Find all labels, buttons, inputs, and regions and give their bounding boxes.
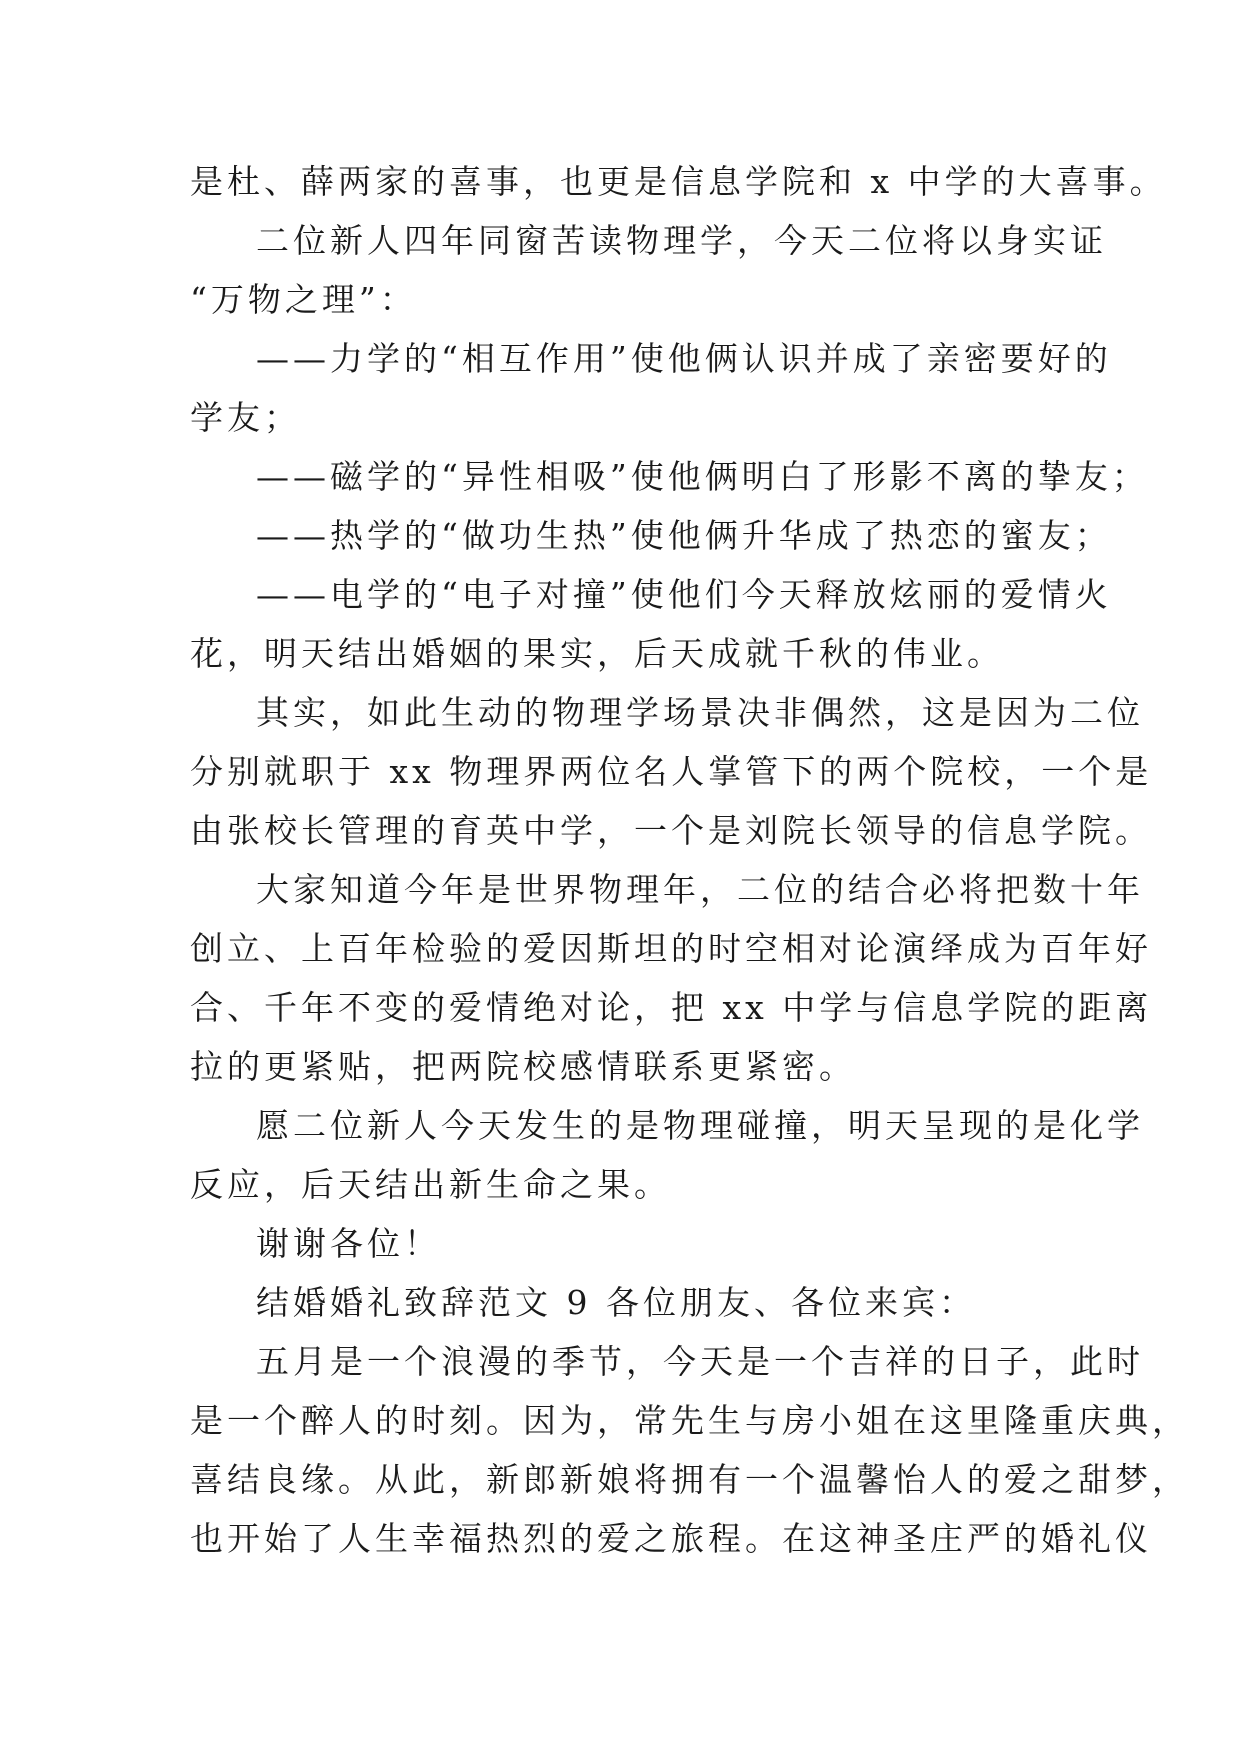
text-line: 喜结良缘。从此，新郎新娘将拥有一个温馨怡人的爱之甜梦， <box>190 1460 1189 1499</box>
text-line: 五月是一个浪漫的季节，今天是一个吉祥的日子，此时 <box>256 1342 1144 1381</box>
text-line: 拉的更紧贴，把两院校感情联系更紧密。 <box>190 1047 856 1086</box>
document-body <box>190 152 1189 1568</box>
text-line: 其实，如此生动的物理学场景决非偶然，这是因为二位 <box>256 693 1144 732</box>
text-line: 花，明天结出婚姻的果实，后天成就千秋的伟业。 <box>190 634 1004 673</box>
text-line: 分别就职于 xx 物理界两位名人掌管下的两个院校，一个是 <box>190 752 1153 791</box>
text-line: 学友； <box>190 398 301 437</box>
text-line: 愿二位新人今天发生的是物理碰撞，明天呈现的是化学 <box>256 1106 1144 1145</box>
text-line: 谢谢各位！ <box>256 1224 441 1263</box>
text-line: 大家知道今年是世界物理年，二位的结合必将把数十年 <box>256 870 1144 909</box>
text-line: 创立、上百年检验的爱因斯坦的时空相对论演绎成为百年好 <box>190 929 1152 968</box>
text-line: 合、千年不变的爱情绝对论，把 xx 中学与信息学院的距离 <box>190 988 1153 1027</box>
text-line: 反应，后天结出新生命之果。 <box>190 1165 671 1204</box>
text-line: 也开始了人生幸福热烈的爱之旅程。在这神圣庄严的婚礼仪 <box>190 1519 1152 1558</box>
text-line: 是杜、薛两家的喜事，也更是信息学院和 x 中学的大喜事。 <box>190 162 1167 201</box>
text-line: ——力学的“相互作用”使他俩认识并成了亲密要好的 <box>256 339 1112 378</box>
text-line: 由张校长管理的育英中学，一个是刘院长领导的信息学院。 <box>190 811 1152 850</box>
text-line: “万物之理”： <box>190 280 417 319</box>
text-line: 是一个醉人的时刻。因为，常先生与房小姐在这里隆重庆典， <box>190 1401 1189 1440</box>
text-line: 二位新人四年同窗苦读物理学，今天二位将以身实证 <box>256 221 1107 260</box>
text-line: 结婚婚礼致辞范文 9 各位朋友、各位来宾： <box>256 1283 976 1322</box>
text-line: ——磁学的“异性相吸”使他俩明白了形影不离的挚友； <box>256 457 1149 496</box>
text-line: ——电学的“电子对撞”使他们今天释放炫丽的爱情火 <box>256 575 1112 614</box>
text-line: ——热学的“做功生热”使他俩升华成了热恋的蜜友； <box>256 516 1112 555</box>
